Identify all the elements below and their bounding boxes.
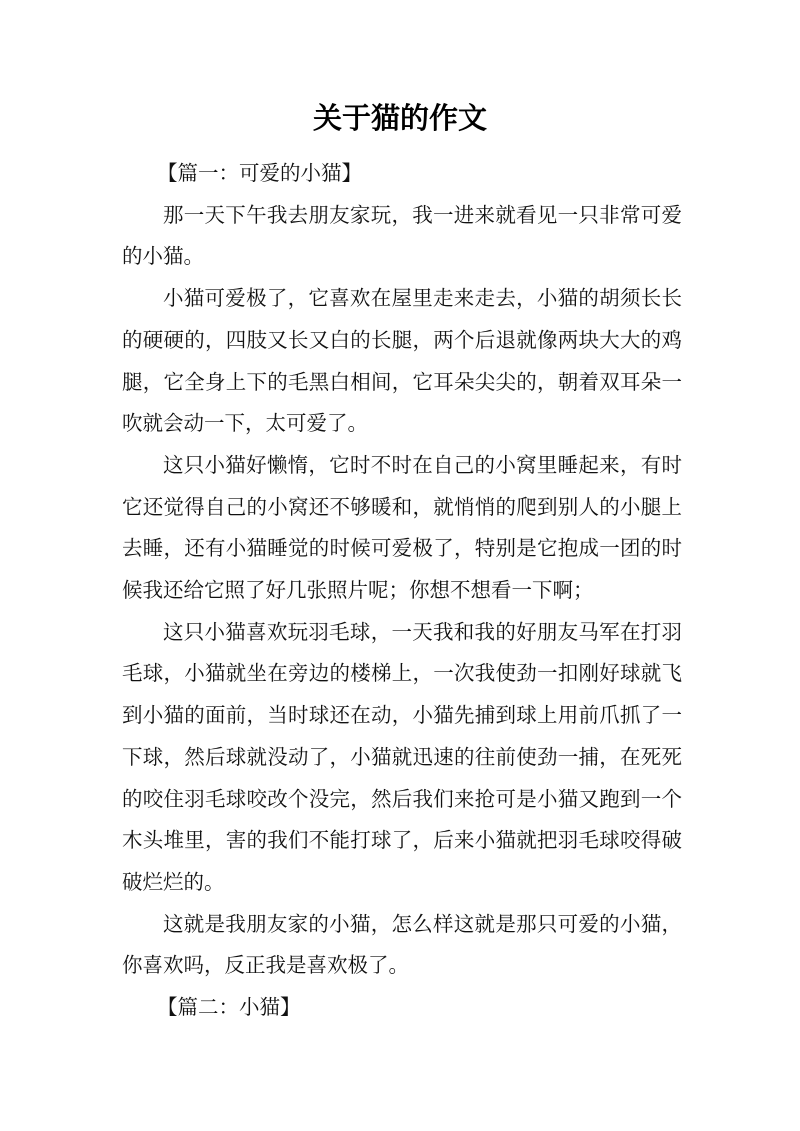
paragraph: 那一天下午我去朋友家玩，我一进来就看见一只非常可爱的小猫。: [122, 202, 682, 269]
paragraph: 小猫可爱极了，它喜欢在屋里走来走去，小猫的胡须长长的硬硬的，四肢又长又白的长腿，两个后退就像两块大大的鸡腿，它全身上下的毛黑白相间，它耳朵尖尖的，朝着双耳朵一吹就会动一下，太可爱了。: [122, 286, 682, 436]
paragraph: 这只小猫好懒惰，它时不时在自己的小窝里睡起来，有时它还觉得自己的小窝还不够暖和，就悄悄的爬到别人的小腿上去睡，还有小猫睡觉的时候可爱极了，特别是它抱成一团的时候我还给它照了好几张照片呢；你想不想看一下啊；: [122, 452, 682, 603]
section-heading: 【篇二：小猫】: [157, 995, 301, 1020]
page-title: 关于猫的作文: [312, 101, 487, 135]
section-heading: 【篇一：可爱的小猫】: [157, 161, 362, 185]
paragraph: 这只小猫喜欢玩羽毛球，一天我和我的好朋友马军在打羽毛球，小猫就坐在旁边的楼梯上，一次我使劲一扣刚好球就飞到小猫的面前，当时球还在动，小猫先捕到球上用前爪抓了一下球，然后球就没动了，小猫就迅速的往前使劲一捕，在死死的咬住羽毛球咬改个没完，然后我们来抢可是小猫又跑到一个木头堆里，害的我们不能打球了，后来小猫就把羽毛球咬得破破烂烂的。: [122, 619, 682, 894]
paragraph: 这就是我朋友家的小猫，怎么样这就是那只可爱的小猫，你喜欢吗，反正我是喜欢极了。: [122, 911, 682, 978]
document-body: [122, 153, 682, 1029]
